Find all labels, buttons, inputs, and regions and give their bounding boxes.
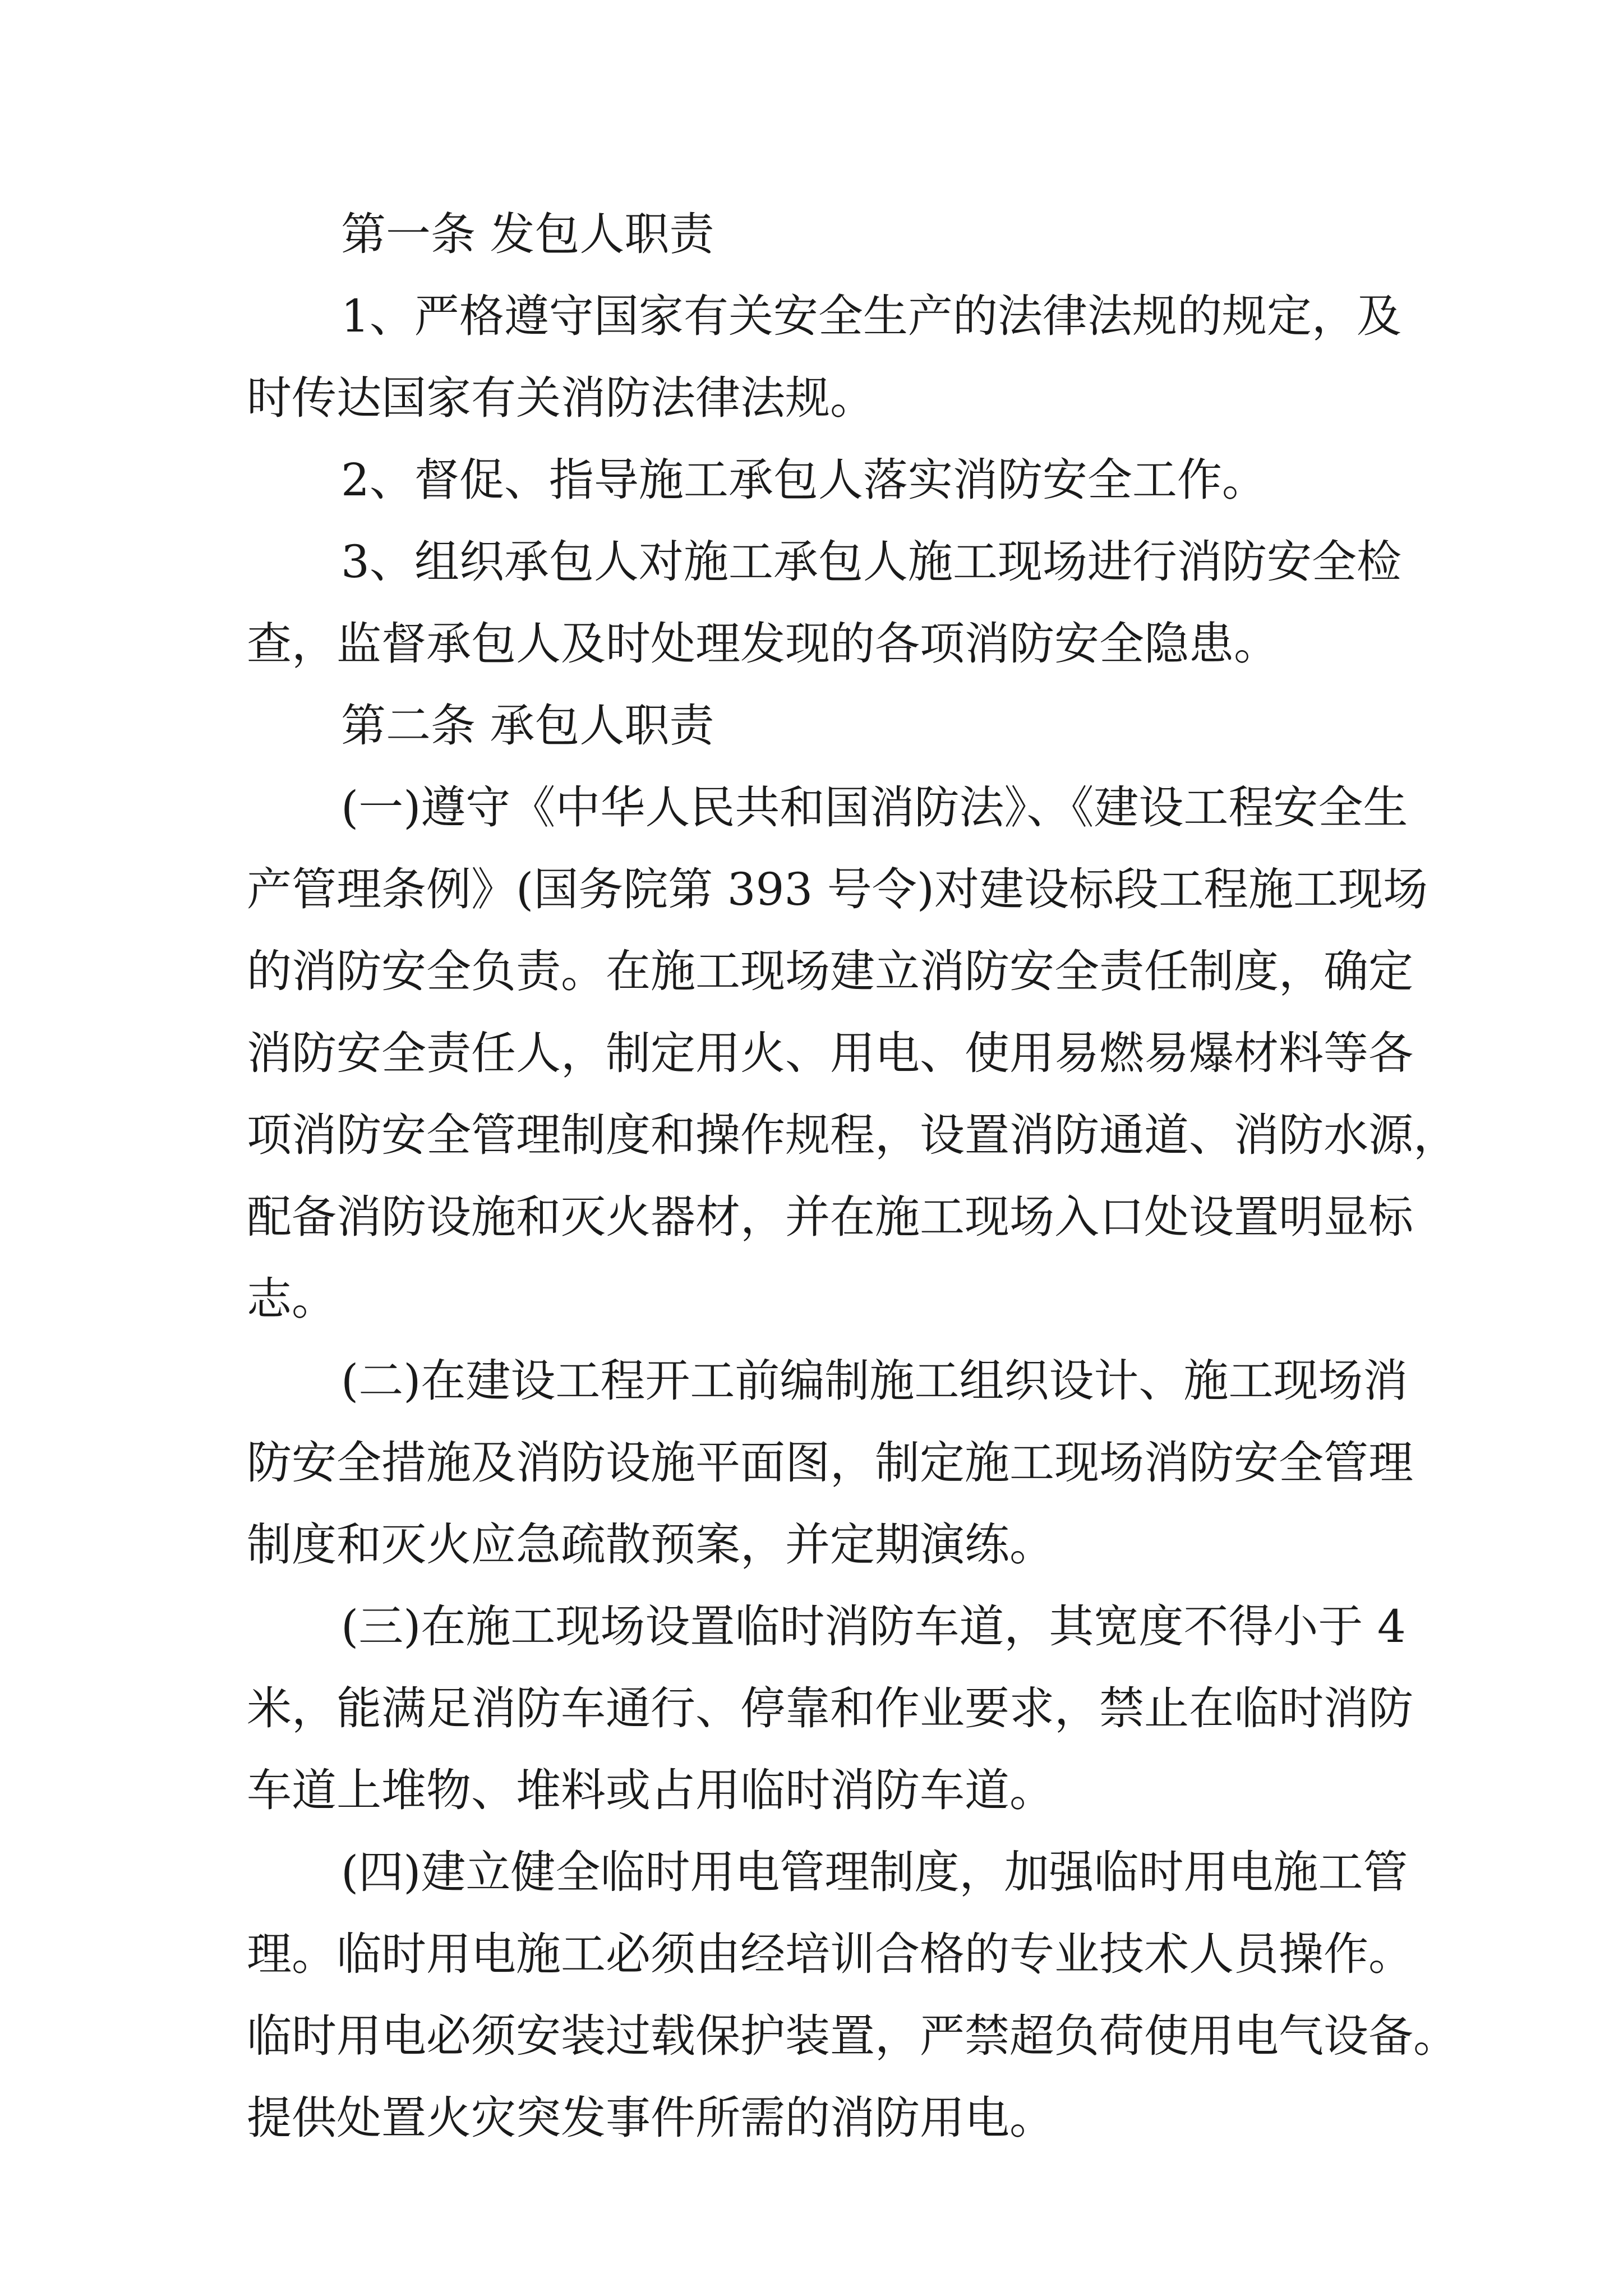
text-line: (四)建立健全临时用电管理制度，加强临时用电施工管 <box>341 1846 1408 1898</box>
text-line: 米，能满足消防车通行、停靠和作业要求，禁止在临时消防 <box>247 1682 1413 1734</box>
text-line: 志。 <box>247 1273 336 1325</box>
text-line: 防安全措施及消防设施平面图，制定施工现场消防安全管理 <box>247 1437 1413 1489</box>
text-line: 制度和灭火应急疏散预案，并定期演练。 <box>247 1519 1054 1571</box>
text-line: (一)遵守《中华人民共和国消防法》、《建设工程安全生 <box>341 781 1408 834</box>
article-1-heading: 第一条 发包人职责 <box>341 208 714 260</box>
text-line: 车道上堆物、堆料或占用临时消防车道。 <box>247 1764 1054 1816</box>
text-line: 项消防安全管理制度和操作规程，设置消防通道、消防水源， <box>247 1109 1458 1161</box>
text-line: 时传达国家有关消防法律法规。 <box>247 372 875 424</box>
text-line: 3、组织承包人对施工承包人施工现场进行消防安全检 <box>341 536 1401 588</box>
document-body <box>247 194 1458 2159</box>
text-line: 理。临时用电施工必须由经培训合格的专业技术人员操作。 <box>247 1928 1413 1980</box>
article-2-heading: 第二条 承包人职责 <box>341 700 714 752</box>
text-line: (二)在建设工程开工前编制施工组织设计、施工现场消 <box>341 1355 1408 1407</box>
text-line: 消防安全责任人，制定用火、用电、使用易燃易爆材料等各 <box>247 1027 1413 1079</box>
text-line: 1、严格遵守国家有关安全生产的法律法规的规定，及 <box>341 290 1401 342</box>
text-line: 的消防安全负责。在施工现场建立消防安全责任制度，确定 <box>247 945 1413 997</box>
text-line: 提供处置火灾突发事件所需的消防用电。 <box>247 2092 1054 2144</box>
text-line: (三)在施工现场设置临时消防车道，其宽度不得小于 4 <box>341 1600 1406 1653</box>
text-line: 产管理条例》(国务院第 393 号令)对建设标段工程施工现场 <box>247 863 1428 915</box>
text-line: 查，监督承包人及时处理发现的各项消防安全隐患。 <box>247 618 1279 670</box>
text-line: 配备消防设施和灭火器材，并在施工现场入口处设置明显标 <box>247 1191 1413 1243</box>
text-line: 2、督促、指导施工承包人落实消防安全工作。 <box>341 454 1267 506</box>
text-line: 临时用电必须安装过载保护装置，严禁超负荷使用电气设备。 <box>247 2010 1458 2062</box>
